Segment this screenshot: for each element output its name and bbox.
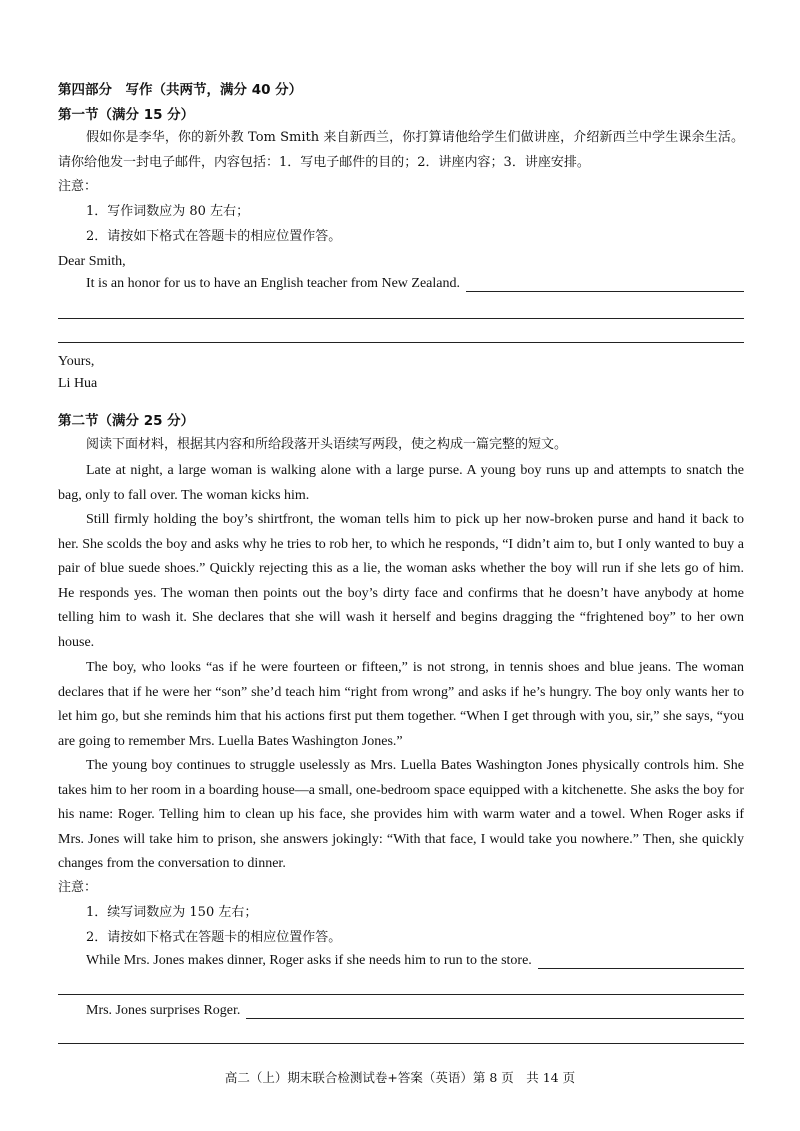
section2-instruction: 阅读下面材料，根据其内容和所给段落开头语续写两段，使之构成一篇完整的短文。 (86, 437, 568, 452)
answer-line[interactable] (58, 1043, 744, 1044)
section2-note-2: 2．请按如下格式在答题卡的相应位置作答。 (86, 930, 342, 945)
answer-blank[interactable] (538, 953, 744, 969)
story-paragraph-3: The boy, who looks “as if he were fourteen or fifteen,” is not strong, in tennis shoes and blue jeans. The woman declares that if he were her “son” she’d teach him “right from wrong” and asks if he’s hungry. The boy only wants her to let him go, but she reminds him that his actions first put them together. “When I get through with you, sir,” she says, “you are going to remember Mrs. Luella Bates Washington Jones.” (58, 660, 744, 749)
continuation-starter-2: Mrs. Jones surprises Roger. (86, 1003, 241, 1018)
section2-notes-label: 注意： (58, 880, 98, 895)
section1-note-2: 2．请按如下格式在答题卡的相应位置作答。 (86, 229, 342, 244)
section2-heading: 第二节（满分 25 分） (58, 413, 195, 429)
answer-blank[interactable] (466, 276, 744, 292)
letter-signature: Li Hua (58, 376, 98, 391)
page-footer: 高二（上）期末联合检测试卷+答案（英语）第 8 页 共 14 页 (224, 1070, 576, 1085)
section1-heading: 第一节（满分 15 分） (58, 107, 195, 123)
continuation-starter-1-line[interactable] (58, 953, 744, 969)
letter-closing: Yours, (58, 354, 95, 369)
section1-notes-label: 注意： (58, 179, 98, 194)
story-paragraph-4: The young boy continues to struggle uselessly as Mrs. Luella Bates Washington Jones physically controls him. She takes him to her room in a boarding house—a small, one-bedroom space equipped with a kitchenette. She asks the boy for his name: Roger. Telling him to clean up his face, she provides him with warm water and a towel. When Roger asks if Mrs. Jones will take him to prison, she answers jokingly: “With that face, I would take you nowhere.” Then, she quickly changes from the conversation to dinner. (58, 758, 744, 871)
letter-opening-text: It is an honor for us to have an English teacher from New Zealand. (86, 276, 460, 291)
story-paragraph-1: Late at night, a large woman is walking alone with a large purse. A young boy runs up and attempts to snatch the bag, only to fall over. The woman kicks him. (58, 463, 744, 503)
answer-line[interactable] (58, 994, 744, 995)
continuation-starter-2-line[interactable] (58, 1003, 744, 1019)
letter-opening-line[interactable] (58, 276, 744, 292)
section1-prompt: 假如你是李华，你的新外教 Tom Smith 来自新西兰，你打算请他给学生们做讲座，介绍新西兰中学生课余生活。请你给他发一封电子邮件，内容包括：1．写电子邮件的目的；2．讲座内容；3．讲座安排。 (58, 130, 744, 170)
answer-line[interactable] (58, 318, 744, 319)
answer-line[interactable] (58, 342, 744, 343)
answer-blank[interactable] (246, 1003, 744, 1019)
story-paragraph-2: Still firmly holding the boy’s shirtfront, the woman tells him to pick up her now-broken purse and hand it back to her. She scolds the boy and asks why he tries to rob her, to which he responds, “I didn’t aim to, but I only wanted to buy a pair of blue suede shoes.” Quickly rejecting this as a lie, the woman asks whether the boy will run if she lets go of him. He responds yes. The woman then points out the boy’s dirty face and confirms that he doesn’t have anybody at home telling him to wash it. She declares that she will wash it herself and begins dragging the “frightened boy” to her own house. (58, 512, 744, 650)
part4-heading: 第四部分 写作（共两节，满分 40 分） (58, 82, 303, 98)
section1-note-1: 1．写作词数应为 80 左右； (86, 204, 250, 219)
letter-salutation: Dear Smith, (58, 254, 126, 269)
continuation-starter-1: While Mrs. Jones makes dinner, Roger asks if she needs him to run to the store. (86, 953, 532, 968)
section2-note-1: 1．续写词数应为 150 左右； (86, 905, 258, 920)
